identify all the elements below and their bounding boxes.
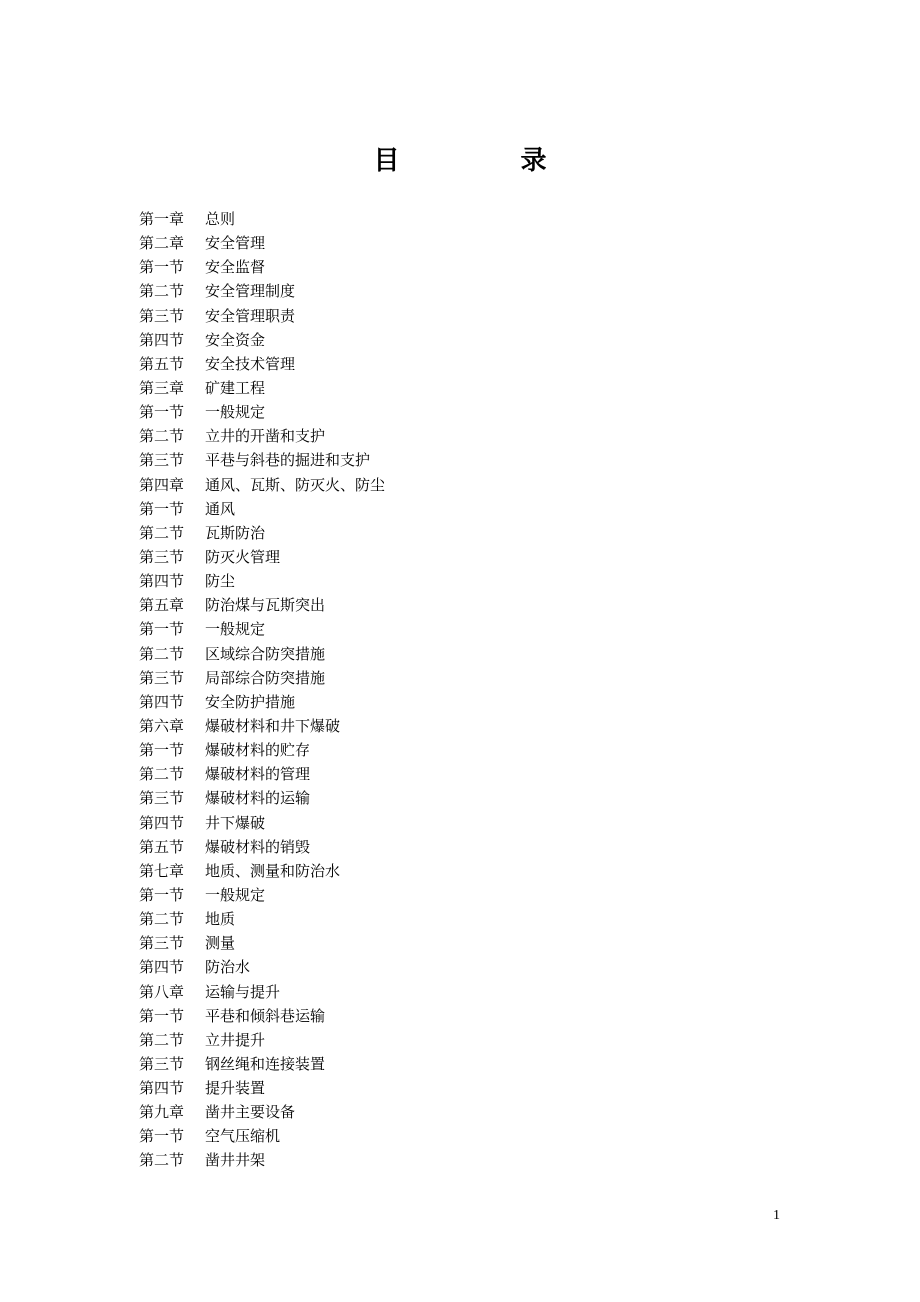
- toc-entry-title: 爆破材料的管理: [205, 765, 311, 784]
- toc-entry: [139, 255, 739, 279]
- toc-entry-title: 一般规定: [205, 620, 266, 639]
- toc-entry-title: 瓦斯防治: [205, 523, 266, 542]
- toc-entry-title: 总则: [205, 210, 236, 228]
- toc-entry: [139, 448, 739, 472]
- page-number: 1: [773, 1208, 780, 1223]
- toc-entry-label: 第三节: [139, 1054, 185, 1073]
- toc-entry-label: 第四节: [139, 958, 185, 977]
- toc-entry-label: 第五节: [139, 354, 185, 373]
- toc-entry-label: 第八章: [139, 982, 185, 1001]
- toc-entry-label: 第一节: [139, 741, 185, 760]
- toc-entry: [139, 835, 739, 859]
- toc-entry-title: 区域综合防突措施: [205, 644, 326, 663]
- toc-entry-label: 第六章: [139, 716, 185, 735]
- toc-entry-label: 第四节: [139, 330, 185, 349]
- toc-entry: [139, 1028, 739, 1052]
- toc-entry: [139, 304, 739, 328]
- toc-entry: [139, 980, 739, 1004]
- toc-entry: [139, 473, 739, 497]
- toc-entry-title: 安全监督: [205, 258, 266, 277]
- toc-entry: [139, 328, 739, 352]
- toc-entry-title: 通风、瓦斯、防灭火、防尘: [205, 475, 386, 494]
- toc-entry-title: 爆破材料的运输: [205, 789, 311, 808]
- page-title: 目 录: [373, 146, 603, 176]
- toc-entry: [139, 424, 739, 448]
- toc-entry-title: 立井提升: [205, 1030, 266, 1049]
- toc-entry-label: 第二节: [139, 1030, 185, 1049]
- toc-entry: [139, 666, 739, 690]
- toc-entry-title: 测量: [205, 934, 236, 953]
- toc-entry-label: 第三节: [139, 547, 185, 566]
- toc-entry-title: 安全管理制度: [205, 282, 296, 301]
- toc-entry-label: 第三节: [139, 451, 185, 470]
- toc-entry: [139, 545, 739, 569]
- toc-entry-title: 地质、测量和防治水: [205, 861, 341, 880]
- toc-entry-title: 平巷与斜巷的掘进和支护: [205, 451, 371, 470]
- toc-entry: [139, 690, 739, 714]
- toc-entry-label: 第二节: [139, 910, 185, 929]
- toc-entry-label: 第一章: [139, 210, 185, 228]
- toc-entry: [139, 738, 739, 762]
- toc-entry-label: 第四节: [139, 813, 185, 832]
- toc-entry: [139, 1148, 739, 1172]
- toc-entry: [139, 883, 739, 907]
- toc-entry-label: 第二节: [139, 523, 185, 542]
- toc-entry-label: 第三节: [139, 306, 185, 325]
- toc-entry: [139, 231, 739, 255]
- toc-entry-title: 防治水: [205, 958, 251, 977]
- toc-entry: [139, 617, 739, 641]
- toc-entry-title: 爆破材料和井下爆破: [205, 716, 341, 735]
- toc-entry-label: 第二节: [139, 1151, 185, 1170]
- toc-entry-title: 空气压缩机: [205, 1127, 281, 1146]
- toc-entry-title: 防灭火管理: [205, 547, 281, 566]
- toc-entry-title: 平巷和倾斜巷运输: [205, 1006, 326, 1025]
- toc-entry: [139, 786, 739, 810]
- toc-entry-title: 矿建工程: [205, 378, 266, 397]
- toc-entry-label: 第二节: [139, 282, 185, 301]
- toc-entry: [139, 931, 739, 955]
- toc-entry-title: 井下爆破: [205, 813, 266, 832]
- toc-entry-label: 第四节: [139, 572, 185, 591]
- toc-entry: [139, 859, 739, 883]
- toc-entry: [139, 1076, 739, 1100]
- toc-entry-label: 第二节: [139, 427, 185, 446]
- toc-entry-label: 第四节: [139, 1079, 185, 1098]
- toc-entry: [139, 811, 739, 835]
- toc-entry: [139, 593, 739, 617]
- toc-entry-title: 提升装置: [205, 1079, 266, 1098]
- toc-entry-label: 第一节: [139, 1006, 185, 1025]
- toc-entry-label: 第一节: [139, 403, 185, 422]
- toc-entry-title: 安全防护措施: [205, 692, 296, 711]
- toc-entry-title: 安全管理职责: [205, 306, 296, 325]
- toc-entry: [139, 279, 739, 303]
- toc-entry-label: 第九章: [139, 1103, 185, 1122]
- toc-entry-title: 安全管理: [205, 234, 266, 253]
- toc-entry: [139, 1052, 739, 1076]
- toc-entry-title: 一般规定: [205, 885, 266, 904]
- toc-entry-title: 凿井井架: [205, 1151, 266, 1170]
- toc-entry-title: 运输与提升: [205, 982, 281, 1001]
- toc-entry: [139, 352, 739, 376]
- toc-entry: [139, 1100, 739, 1124]
- toc-entry: [139, 569, 739, 593]
- toc-entry: [139, 714, 739, 738]
- toc-entry: [139, 497, 739, 521]
- toc-entry-label: 第一节: [139, 1127, 185, 1146]
- toc-entry: [139, 907, 739, 931]
- toc-entry-title: 防尘: [205, 572, 236, 591]
- toc-entry-label: 第一节: [139, 885, 185, 904]
- table-of-contents: [139, 207, 739, 1173]
- toc-entry-title: 防治煤与瓦斯突出: [205, 596, 326, 615]
- toc-entry-title: 凿井主要设备: [205, 1103, 296, 1122]
- toc-entry-title: 安全资金: [205, 330, 266, 349]
- toc-entry-title: 立井的开凿和支护: [205, 427, 326, 446]
- toc-entry-title: 通风: [205, 499, 236, 518]
- toc-entry-label: 第三节: [139, 789, 185, 808]
- toc-entry: [139, 642, 739, 666]
- toc-entry: [139, 521, 739, 545]
- toc-entry: [139, 376, 739, 400]
- toc-entry-label: 第一节: [139, 499, 185, 518]
- toc-entry-label: 第三章: [139, 378, 185, 397]
- toc-entry-label: 第一节: [139, 258, 185, 277]
- toc-entry-label: 第四节: [139, 692, 185, 711]
- toc-entry-label: 第二章: [139, 234, 185, 253]
- toc-entry-label: 第四章: [139, 475, 185, 494]
- toc-entry-label: 第五章: [139, 596, 185, 615]
- toc-entry-label: 第三节: [139, 934, 185, 953]
- toc-entry: [139, 1124, 739, 1148]
- toc-entry-label: 第五节: [139, 837, 185, 856]
- toc-entry-title: 地质: [205, 910, 236, 929]
- toc-entry-label: 第七章: [139, 861, 185, 880]
- toc-entry: [139, 400, 739, 424]
- toc-entry-label: 第三节: [139, 668, 185, 687]
- toc-entry: [139, 955, 739, 979]
- toc-entry-title: 爆破材料的销毁: [205, 837, 311, 856]
- toc-entry-label: 第二节: [139, 644, 185, 663]
- toc-entry-title: 安全技术管理: [205, 354, 296, 373]
- toc-entry: [139, 762, 739, 786]
- toc-entry-title: 爆破材料的贮存: [205, 741, 311, 760]
- toc-entry-title: 局部综合防突措施: [205, 668, 326, 687]
- toc-entry-title: 钢丝绳和连接装置: [205, 1054, 326, 1073]
- toc-entry-title: 一般规定: [205, 403, 266, 422]
- toc-entry: [139, 1004, 739, 1028]
- toc-entry-label: 第二节: [139, 765, 185, 784]
- toc-entry-label: 第一节: [139, 620, 185, 639]
- toc-entry: [139, 207, 739, 231]
